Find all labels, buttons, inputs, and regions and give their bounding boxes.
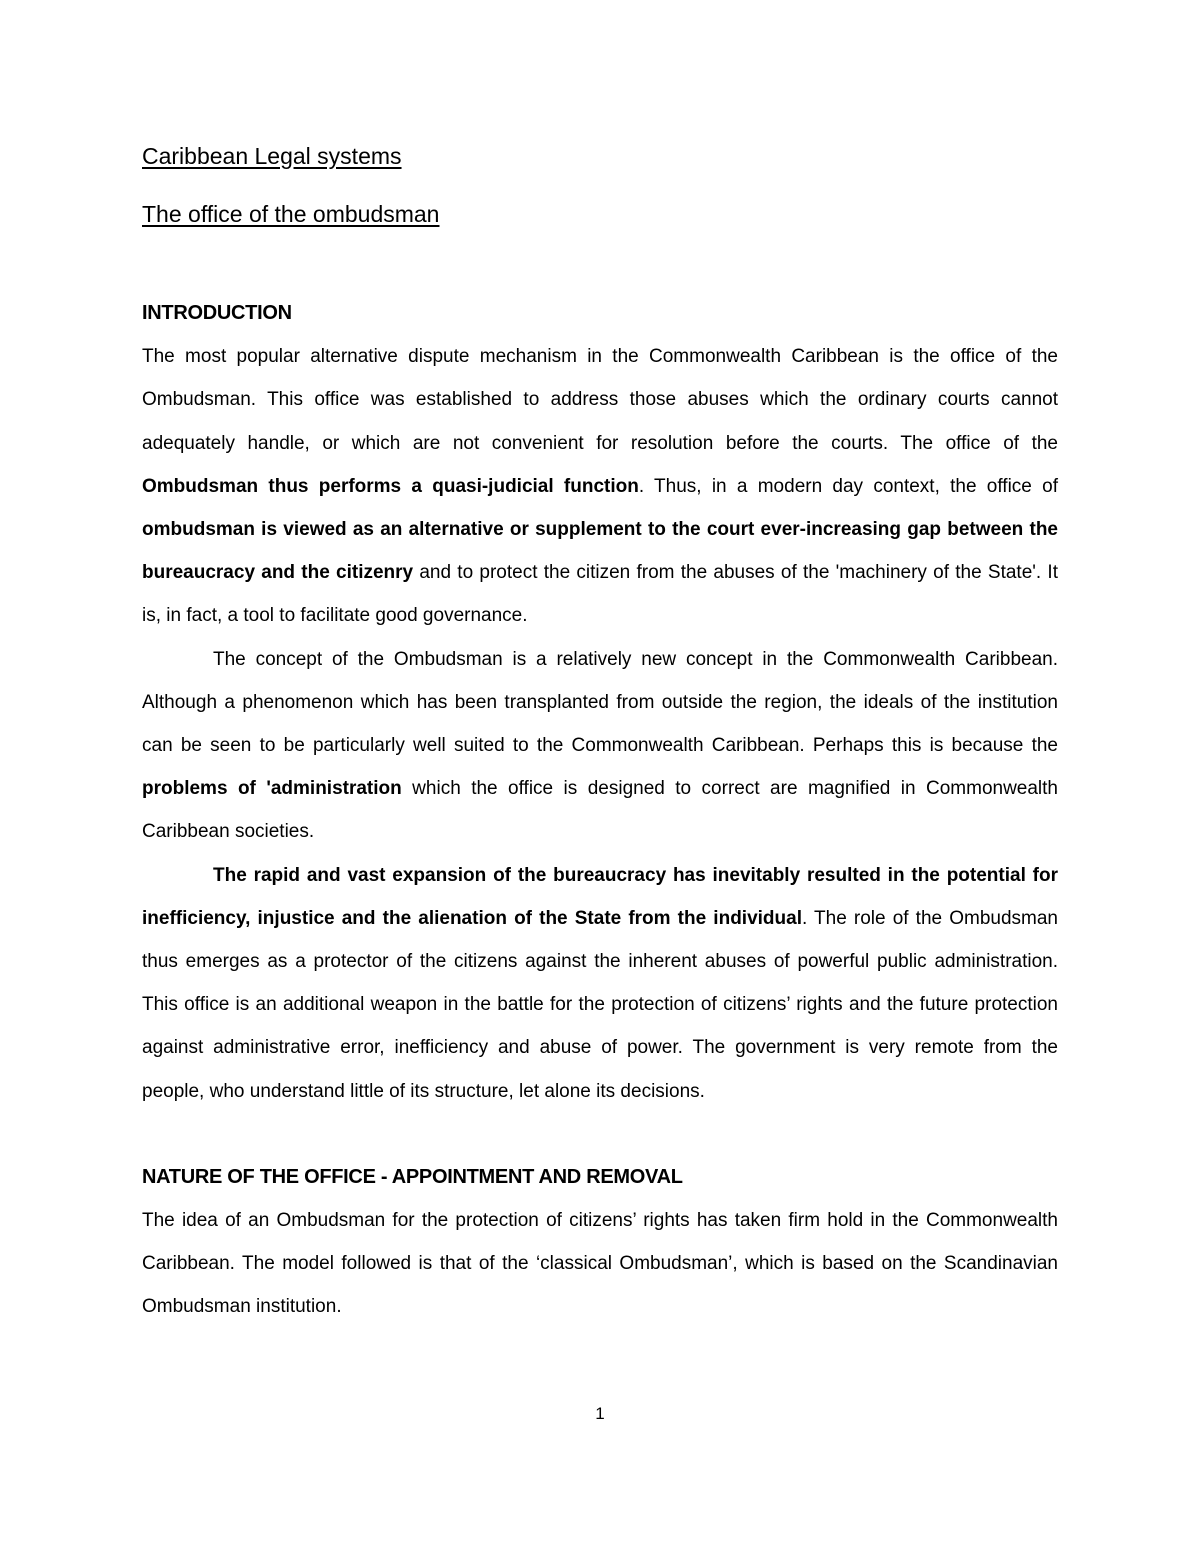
bold-text-run: Ombudsman thus performs a quasi-judicial function [142, 475, 639, 497]
text-run: . The role of the Ombudsman thus emerges as a protector of the citizens against the inherent abuses of powerful public administration. This office is an additional weapon in the battle for the protection of citizens’ rights and the future protection against administrative error, inefficiency and abuse of power. The government is very remote from the people, who understand little of its structure, let alone its decisions. [142, 907, 1058, 1102]
section-heading-introduction: INTRODUCTION [142, 302, 292, 324]
intro-paragraph-3 [142, 854, 1058, 1113]
document-subtitle: The office of the ombudsman [142, 201, 440, 227]
text-run: . Thus, in a modern day context, the office of [638, 475, 1058, 497]
text-run: The concept of the Ombudsman is a relatively new concept in the Commonwealth Caribbean. Although a phenomenon which has been transplanted from outside the region, the ideals of the institution can be seen to be particularly well suited to the Commonwealth Caribbean. Perhaps this is because the [142, 648, 1058, 757]
nature-paragraph-1 [142, 1199, 1058, 1329]
bold-text-run: ombudsman is viewed as an alternative or supplement to the court ever-increasing gap between the bureaucracy and the citizenry [142, 519, 1058, 584]
section-spacer [142, 1113, 1058, 1156]
page-number: 1 [595, 1404, 605, 1423]
document-title: Caribbean Legal systems [142, 143, 402, 169]
intro-paragraph-2 [142, 638, 1058, 854]
intro-paragraph-1 [142, 335, 1058, 637]
document-body [142, 137, 1058, 1329]
text-run: and to protect the citizen from the abuses of the 'machinery of the State'. It is, in fact, a tool to facilitate good governance. [142, 562, 1058, 627]
bold-text-run: The rapid and vast expansion of the bureaucracy has inevitably resulted in the potential for inefficiency, injustice and the alienation of the State from the individual [142, 864, 1058, 929]
text-run: The idea of an Ombudsman for the protection of citizens’ rights has taken firm hold in the Commonwealth Caribbean. The model followed is that of the ‘classical Ombudsman’, which is based on the Scandinavian Ombudsman institution. [142, 1210, 1058, 1318]
section-heading-nature: NATURE OF THE OFFICE - APPOINTMENT AND REMOVAL [142, 1165, 683, 1188]
text-run: which the office is designed to correct are magnified in Commonwealth Caribbean societies. [142, 778, 1058, 843]
text-run: The most popular alternative dispute mechanism in the Commonwealth Caribbean is the office of the Ombudsman. This office was established to address those abuses which the ordinary courts cannot adequately handle, or which are not convenient for resolution before the courts. The office of the [142, 346, 1058, 454]
bold-text-run: problems of 'administration [142, 778, 402, 800]
